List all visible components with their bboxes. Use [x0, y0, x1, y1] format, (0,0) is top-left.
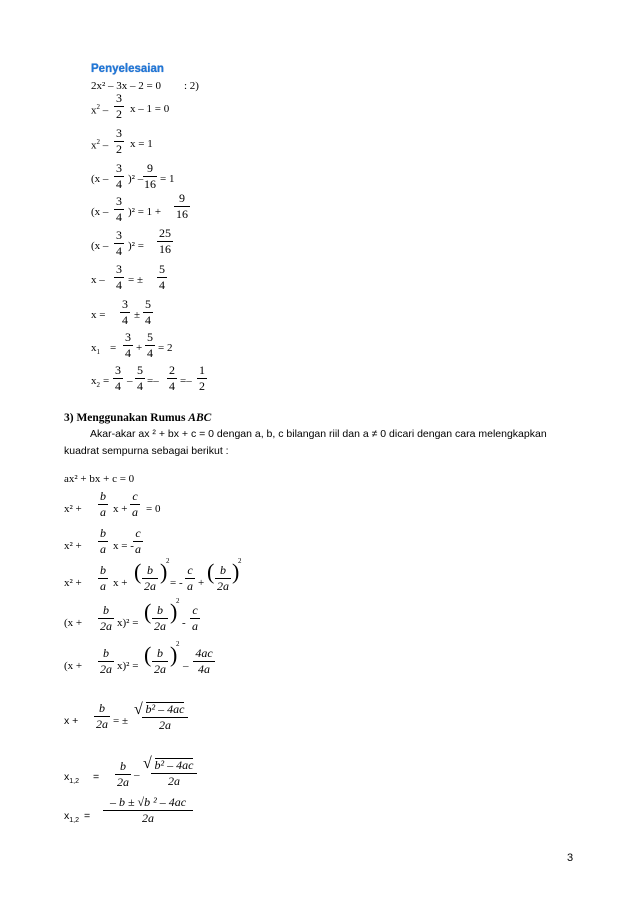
equation-line-9-tail: = 2: [158, 342, 173, 354]
plus-minus-sign: ±: [134, 309, 141, 321]
fraction-3-over-4: [114, 162, 124, 191]
equation-line-4-head: (x –: [91, 173, 109, 185]
denominator: a: [100, 505, 106, 519]
minus-sign: –: [127, 375, 133, 387]
subscript: 2: [96, 381, 100, 390]
denominator: a: [100, 542, 106, 556]
fraction-9-over-16: [143, 162, 157, 191]
numerator: b: [100, 489, 106, 503]
numerator: 3: [116, 228, 122, 242]
denominator: 2: [199, 379, 205, 393]
denominator: 4: [115, 379, 121, 393]
section-title-italic: ABC: [188, 412, 212, 424]
equals-minus: = -: [170, 577, 183, 589]
fraction-b-over-2a: [115, 760, 131, 789]
numerator: 9: [147, 161, 153, 175]
fraction-3-over-4: [114, 229, 124, 258]
denominator: 2a: [100, 662, 112, 676]
equals-sign: =: [110, 342, 117, 354]
numerator: 3: [125, 330, 131, 344]
equation-line-5-mid: )² = 1 +: [128, 206, 162, 218]
numerator: b: [157, 646, 163, 660]
minus-sign: -: [182, 617, 186, 629]
denominator: 2a: [142, 811, 154, 825]
equals-plus-minus: = ±: [113, 715, 128, 727]
numerator: 4ac: [195, 646, 213, 660]
numerator: 9: [179, 191, 185, 205]
fraction-c-over-a: [190, 604, 200, 633]
fraction-3-over-4: [123, 331, 133, 360]
left-paren: (: [144, 599, 152, 624]
denominator: 2: [116, 142, 122, 156]
equation-line-8-head: x =: [91, 309, 106, 321]
equation-line-7-head: x –: [91, 274, 105, 286]
exponent-2: 2: [176, 597, 180, 605]
numerator: 25: [159, 226, 171, 240]
fraction-1-over-2: [197, 364, 207, 393]
variable-x: x: [91, 342, 97, 354]
fraction-b-over-2a: [94, 702, 110, 731]
equation-line-4-tail: = 1: [160, 173, 175, 185]
equation-line-6-head: (x –: [91, 240, 109, 252]
section-3-title: [64, 412, 211, 424]
equation-line-7-mid: = ±: [128, 274, 143, 286]
derivation-line-3-mid: x = -: [113, 540, 134, 552]
exponent-2: 2: [166, 557, 170, 565]
fraction-b-over-2a: [152, 647, 168, 676]
numerator: c: [192, 603, 198, 617]
fraction-sqrt-discriminant-over-2a: [151, 758, 197, 788]
numerator: 1: [199, 363, 205, 377]
denominator: 2a: [96, 717, 108, 731]
denominator: 4: [159, 278, 165, 292]
numerator: b: [103, 646, 109, 660]
denominator: a: [135, 542, 141, 556]
numerator: 3: [116, 161, 122, 175]
fraction-3-over-4: [114, 195, 124, 224]
fraction-c-over-a: [130, 490, 140, 519]
section-title-text: 3) Menggunakan Rumus: [64, 412, 186, 424]
denominator: a: [132, 505, 138, 519]
fraction-c-over-a: [185, 564, 195, 593]
derivation-line-2-tail: = 0: [146, 503, 161, 515]
numerator: 3: [115, 363, 121, 377]
denominator: 4: [137, 379, 143, 393]
equals-minus-sign: =–: [180, 375, 192, 387]
fraction-b-over-2a: [215, 564, 231, 593]
denominator: a: [100, 579, 106, 593]
numerator: 3: [116, 194, 122, 208]
paragraph-line-2: kuadrat sempurna sebagai berikut :: [64, 445, 229, 457]
fraction-b-over-2a: [152, 604, 168, 633]
numerator: 5: [159, 262, 165, 276]
numerator: b² – 4ac: [145, 702, 185, 716]
derivation-line-6-head: (x +: [64, 660, 83, 672]
denominator: a: [192, 619, 198, 633]
sqrt-sign: √: [143, 755, 152, 772]
sqrt-sign: √: [134, 701, 143, 718]
page-number: 3: [567, 852, 574, 864]
fraction-b-over-a: [98, 564, 108, 593]
plus-sign: +: [136, 342, 143, 354]
minus-sign: –: [183, 660, 189, 672]
equals-sign: =: [84, 810, 91, 822]
fraction-b-over-2a: [142, 564, 158, 593]
equation-line-9-head: [91, 342, 100, 356]
derivation-line-8-head: [64, 771, 79, 785]
numerator: 3: [116, 262, 122, 276]
fraction-2-over-4: [167, 364, 177, 393]
denominator: 2a: [168, 774, 180, 788]
numerator: 5: [147, 330, 153, 344]
numerator: b: [99, 701, 105, 715]
denominator: 2a: [154, 619, 166, 633]
exponent-2: 2: [176, 640, 180, 648]
paragraph-line-1: Akar-akar ax ² + bx + c = 0 dengan a, b, c bilangan riil dan a ≠ 0 dicari dengan cara melengkapkan: [90, 428, 547, 440]
equation-note: : 2): [184, 80, 199, 92]
numerator: b: [147, 563, 153, 577]
denominator: 2a: [117, 775, 129, 789]
denominator: 2a: [217, 579, 229, 593]
fraction-b-over-2a: [98, 604, 114, 633]
derivation-line-9-head: [64, 810, 79, 824]
numerator: 3: [116, 126, 122, 140]
derivation-line-5-head: (x +: [64, 617, 83, 629]
denominator: 4: [169, 379, 175, 393]
fraction-3-over-4: [120, 298, 130, 327]
subscript: 1,2: [69, 778, 79, 786]
subscript: 1,2: [69, 817, 79, 825]
equals-minus-sign: =–: [147, 375, 159, 387]
equation-line-5-head: (x –: [91, 206, 109, 218]
denominator: 4: [125, 346, 131, 360]
denominator: 4: [116, 210, 122, 224]
derivation-line-3-head: x² +: [64, 540, 82, 552]
fraction-b-over-2a: [98, 647, 114, 676]
subscript: 1: [96, 348, 100, 357]
fraction-3-over-4: [113, 364, 123, 393]
fraction-3-over-2: [114, 127, 124, 156]
denominator: 16: [144, 177, 156, 191]
equation-line-2-head: $x^2$ –: [91, 103, 109, 117]
denominator: 2a: [144, 579, 156, 593]
equation-line-2-tail: x – 1 = 0: [130, 103, 170, 115]
denominator: 2a: [100, 619, 112, 633]
fraction-4ac-over-4a: [193, 647, 215, 676]
fraction-3-over-4: [114, 263, 124, 292]
equation-line-3-head: $x^2$ –: [91, 138, 109, 152]
equation-line-3-tail: x = 1: [130, 138, 153, 150]
equation-line-1: [91, 80, 161, 92]
derivation-line-1: ax² + bx + c = 0: [64, 473, 135, 485]
equation-line-4-mid: )² –: [128, 173, 144, 185]
denominator: 4: [145, 313, 151, 327]
denominator: 2a: [159, 718, 171, 732]
fraction-9-over-16: [174, 192, 190, 221]
right-paren: ): [170, 642, 178, 667]
equation-line-10-head: [91, 375, 100, 389]
left-paren: (: [207, 559, 215, 584]
right-paren: ): [232, 559, 240, 584]
solution-heading: Penyelesaian: [91, 63, 164, 75]
numerator: 2: [169, 363, 175, 377]
fraction-5-over-4: [135, 364, 145, 393]
derivation-line-2-head: x² +: [64, 503, 82, 515]
fraction-3-over-2: [114, 92, 124, 121]
fraction-b-over-a: [98, 527, 108, 556]
numerator: b: [157, 603, 163, 617]
right-paren: ): [160, 559, 168, 584]
numerator: b: [120, 759, 126, 773]
denominator: 16: [159, 242, 171, 256]
fraction-c-over-a: [133, 527, 143, 556]
numerator: c: [135, 526, 141, 540]
plus-sign: +: [198, 577, 205, 589]
denominator: 4: [147, 346, 153, 360]
denominator: a: [187, 579, 193, 593]
right-paren: ): [170, 599, 178, 624]
quadratic-formula-fraction: [103, 796, 193, 825]
denominator: 4: [122, 313, 128, 327]
fraction-5-over-4: [157, 263, 167, 292]
derivation-line-6-mid: x)² =: [117, 660, 139, 672]
numerator: b: [220, 563, 226, 577]
denominator: 4: [116, 244, 122, 258]
left-paren: (: [134, 559, 142, 584]
numerator: c: [187, 563, 193, 577]
variable-x: x: [64, 810, 70, 822]
denominator: 2: [116, 107, 122, 121]
numerator: 5: [145, 297, 151, 311]
fraction-sqrt-discriminant-over-2a: [142, 702, 188, 732]
numerator: b: [103, 603, 109, 617]
fraction-5-over-4: [145, 331, 155, 360]
numerator: b² – 4ac: [154, 758, 194, 772]
equation-line-6-mid: )² =: [128, 240, 144, 252]
denominator: 16: [176, 207, 188, 221]
numerator: – b ± √b ² – 4ac: [109, 795, 187, 809]
fraction-5-over-4: [143, 298, 153, 327]
fraction-b-over-a: [98, 490, 108, 519]
derivation-line-2-mid: x +: [113, 503, 128, 515]
denominator: 2a: [154, 662, 166, 676]
equals-sign: =: [93, 771, 100, 783]
fraction-25-over-16: [157, 227, 173, 256]
numerator: b: [100, 526, 106, 540]
denominator: 4: [116, 177, 122, 191]
variable-x: x: [91, 375, 97, 387]
left-paren: (: [144, 642, 152, 667]
derivation-line-7-head: x +: [64, 715, 79, 727]
minus-sign: –: [134, 769, 140, 781]
derivation-line-4-mid: x +: [113, 577, 128, 589]
denominator: 4: [116, 278, 122, 292]
equation-text: 2x² – 3x – 2 = 0: [91, 80, 162, 92]
numerator: 5: [137, 363, 143, 377]
derivation-line-5-mid: x)² =: [117, 617, 139, 629]
numerator: b: [100, 563, 106, 577]
numerator: 3: [122, 297, 128, 311]
denominator: 4a: [198, 662, 210, 676]
equals-sign: =: [103, 375, 110, 387]
numerator: c: [132, 489, 138, 503]
exponent-2: 2: [238, 557, 242, 565]
derivation-line-4-head: x² +: [64, 577, 82, 589]
variable-x: x: [64, 771, 70, 783]
numerator: 3: [116, 91, 122, 105]
